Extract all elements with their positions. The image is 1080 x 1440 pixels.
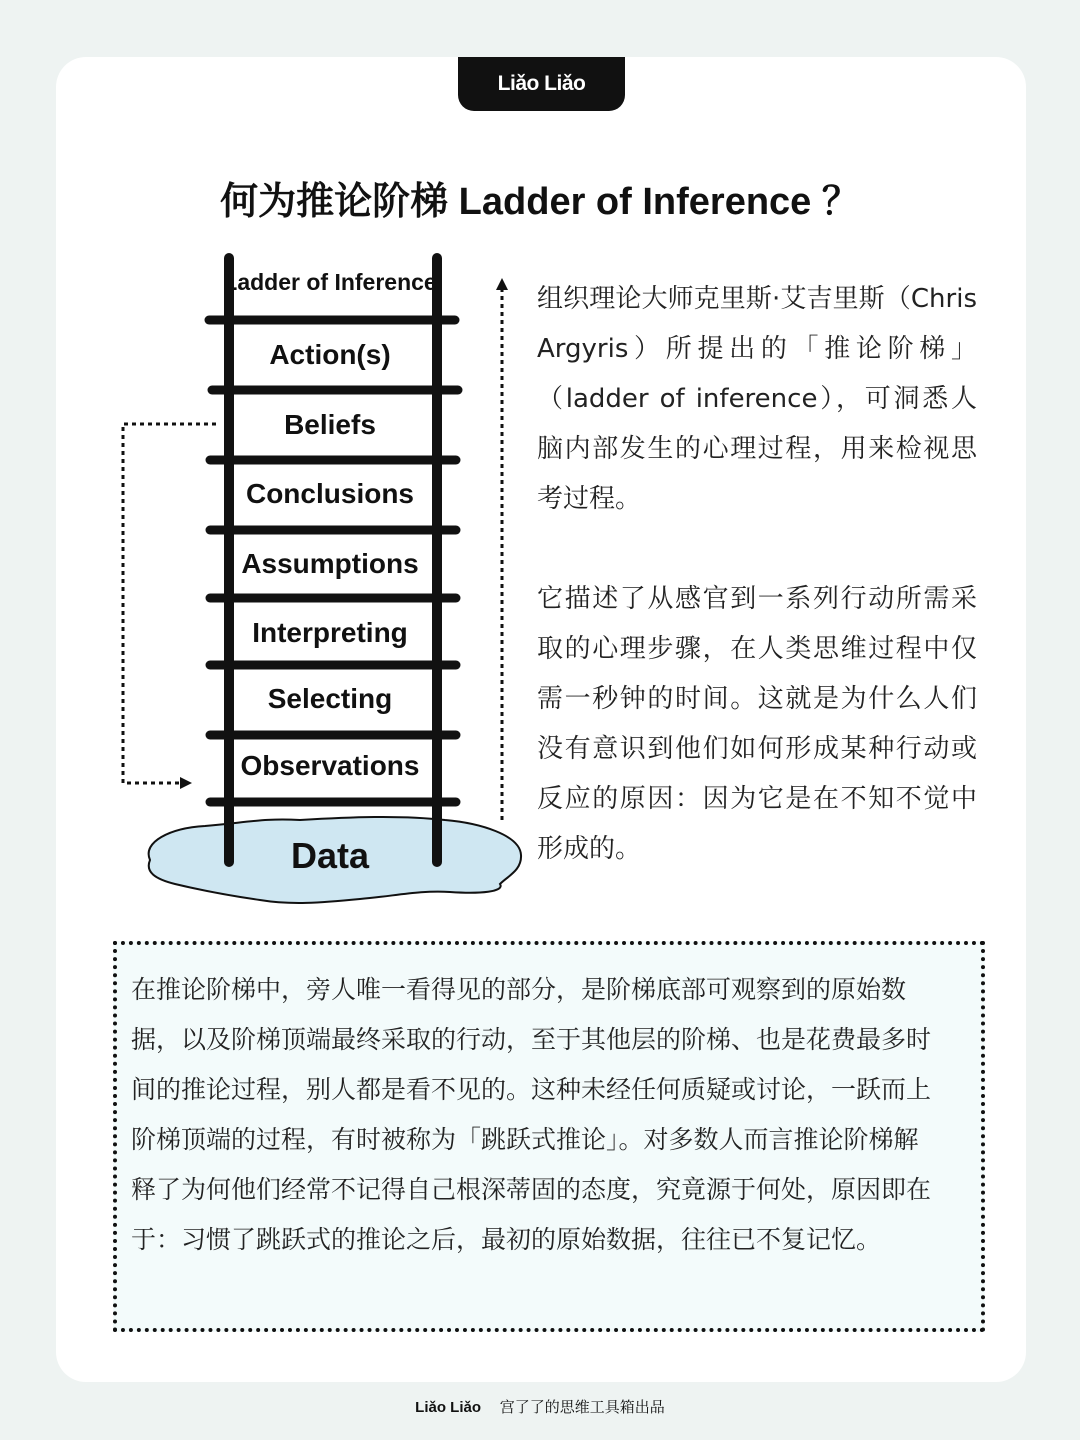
- note-box: [113, 941, 985, 1332]
- intro-paragraph: 组织理论大师克里斯·艾吉里斯（Chris Argyris）所提出的「推论阶梯」（ladder of inference），可洞悉人脑内部发生的心理过程，用来检视思考过程。: [537, 284, 977, 514]
- page-title: 何为推论阶梯 Ladder of Inference ？: [220, 181, 860, 223]
- rung-label: Selecting: [267, 683, 393, 714]
- data-label: Data: [290, 835, 370, 876]
- intro-paragraph: 它描述了从感官到一系列行动所需采取的心理步骤，在人类思维过程中仅需一秒钟的时间。这就是为什么人们没有意识到他们如何形成某种行动或反应的原因：因为它是在不知不觉中形成的。: [537, 584, 977, 864]
- rung-label: Beliefs: [284, 409, 376, 440]
- arrow-head-right: [180, 777, 192, 789]
- footer-logo: Liǎo Liǎo: [415, 1399, 482, 1416]
- rung-label: Action(s): [269, 339, 391, 370]
- rung-label: Interpreting: [252, 617, 408, 648]
- rung-label: Observations: [240, 750, 420, 781]
- footer: [0, 1396, 1080, 1417]
- brand-logo: Liǎo Liǎo: [458, 57, 625, 111]
- feedback-loop-arrow: [123, 424, 216, 783]
- rung-label: Assumptions: [241, 548, 419, 579]
- footer-text: 宫了了的思维工具箱出品: [499, 1398, 665, 1416]
- note-text: 在推论阶梯中，旁人唯一看得见的部分，是阶梯底部可观察到的原始数据，以及阶梯顶端最终采取的行动，至于其他层的阶梯、也是花费最多时间的推论过程，别人都是看不见的。这种未经任何质疑或讨论，一跃而上阶梯顶端的过程，有时被称为「跳跃式推论」。对多数人而言推论阶梯解释了为何他们经常不记得自己根深蒂固的态度，究竟源于何处，原因即在于：习惯了跳跃式的推论之后，最初的原始数据，往往已不复记忆。: [131, 975, 932, 1254]
- intro-text: [537, 274, 977, 874]
- rung-label: Conclusions: [245, 478, 415, 509]
- ladder-heading: Ladder of Inference: [223, 269, 437, 295]
- arrow-head-up: [496, 278, 508, 290]
